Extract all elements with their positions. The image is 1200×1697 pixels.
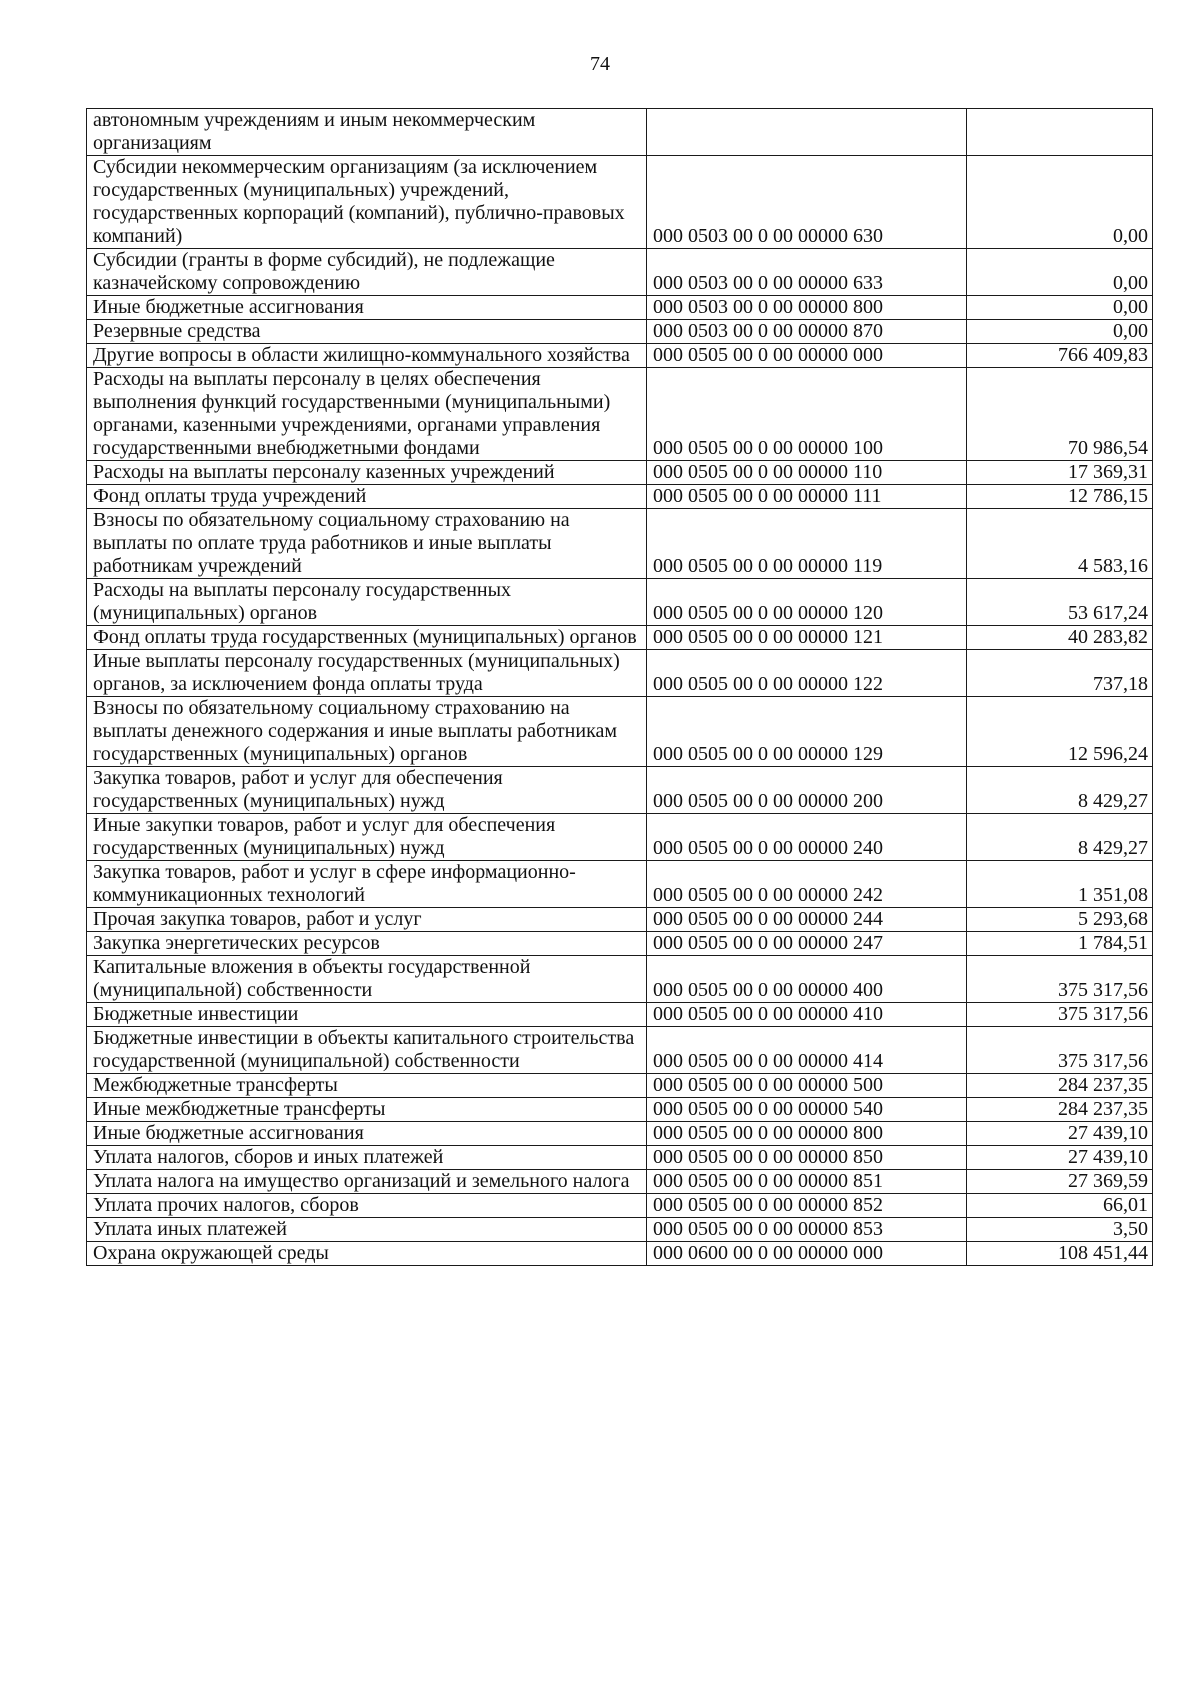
- table-row: [87, 1194, 1153, 1218]
- classification-code-cell: 000 0503 00 0 00 00000 800: [647, 296, 967, 320]
- classification-code-cell: 000 0503 00 0 00 00000 630: [647, 156, 967, 249]
- expense-name-cell: Фонд оплаты труда государственных (муниципальных) органов: [87, 626, 647, 650]
- amount-cell: 375 317,56: [967, 1003, 1153, 1027]
- expense-name-cell: Бюджетные инвестиции: [87, 1003, 647, 1027]
- amount-cell: 53 617,24: [967, 579, 1153, 626]
- classification-code-cell: 000 0505 00 0 00 00000 853: [647, 1218, 967, 1242]
- classification-code-cell: 000 0505 00 0 00 00000 129: [647, 697, 967, 767]
- classification-code-cell: 000 0505 00 0 00 00000 240: [647, 814, 967, 861]
- table-row: [87, 1122, 1153, 1146]
- table-row: [87, 579, 1153, 626]
- expense-name-cell: Иные закупки товаров, работ и услуг для обеспечения государственных (муниципальных) нужд: [87, 814, 647, 861]
- table-row: [87, 1074, 1153, 1098]
- table-row: [87, 1218, 1153, 1242]
- expense-name-cell: Уплата налога на имущество организаций и земельного налога: [87, 1170, 647, 1194]
- table-row: [87, 344, 1153, 368]
- classification-code-cell: 000 0505 00 0 00 00000 100: [647, 368, 967, 461]
- table-row: [87, 1003, 1153, 1027]
- expense-name-cell: Прочая закупка товаров, работ и услуг: [87, 908, 647, 932]
- expense-name-cell: Другие вопросы в области жилищно-коммунального хозяйства: [87, 344, 647, 368]
- classification-code-cell: 000 0505 00 0 00 00000 111: [647, 485, 967, 509]
- amount-cell: 0,00: [967, 156, 1153, 249]
- table-row: [87, 368, 1153, 461]
- amount-cell: 0,00: [967, 296, 1153, 320]
- classification-code-cell: 000 0505 00 0 00 00000 414: [647, 1027, 967, 1074]
- expense-name-cell: Субсидии (гранты в форме субсидий), не подлежащие казначейскому сопровождению: [87, 249, 647, 296]
- amount-cell: 284 237,35: [967, 1074, 1153, 1098]
- expense-name-cell: Межбюджетные трансферты: [87, 1074, 647, 1098]
- amount-cell: 70 986,54: [967, 368, 1153, 461]
- expense-name-cell: Расходы на выплаты персоналу в целях обеспечения выполнения функций государственными (муниципальными) органами, казенными учреждениями, органами управления государственными внебюджетными фондами: [87, 368, 647, 461]
- table-row: [87, 767, 1153, 814]
- amount-cell: 27 369,59: [967, 1170, 1153, 1194]
- expense-name-cell: Уплата прочих налогов, сборов: [87, 1194, 647, 1218]
- classification-code-cell: 000 0505 00 0 00 00000 122: [647, 650, 967, 697]
- expense-name-cell: Бюджетные инвестиции в объекты капитального строительства государственной (муниципальной) собственности: [87, 1027, 647, 1074]
- classification-code-cell: 000 0505 00 0 00 00000 110: [647, 461, 967, 485]
- amount-cell: 12 786,15: [967, 485, 1153, 509]
- table-row: [87, 296, 1153, 320]
- table-row: [87, 1146, 1153, 1170]
- classification-code-cell: 000 0505 00 0 00 00000 121: [647, 626, 967, 650]
- expense-name-cell: Фонд оплаты труда учреждений: [87, 485, 647, 509]
- expense-name-cell: Субсидии некоммерческим организациям (за исключением государственных (муниципальных) учреждений, государственных корпораций (компаний), публично-правовых компаний): [87, 156, 647, 249]
- classification-code-cell: 000 0505 00 0 00 00000 850: [647, 1146, 967, 1170]
- table-row: [87, 861, 1153, 908]
- amount-cell: 4 583,16: [967, 509, 1153, 579]
- table-row: [87, 626, 1153, 650]
- budget-table-body: [87, 109, 1153, 1266]
- amount-cell: [967, 109, 1153, 156]
- amount-cell: 766 409,83: [967, 344, 1153, 368]
- table-row: [87, 485, 1153, 509]
- table-row: [87, 814, 1153, 861]
- page-number: 74: [590, 53, 610, 75]
- table-row: [87, 109, 1153, 156]
- expense-name-cell: Закупка товаров, работ и услуг в сфере информационно-коммуникационных технологий: [87, 861, 647, 908]
- classification-code-cell: 000 0503 00 0 00 00000 633: [647, 249, 967, 296]
- expense-name-cell: Расходы на выплаты персоналу государственных (муниципальных) органов: [87, 579, 647, 626]
- table-row: [87, 908, 1153, 932]
- amount-cell: 737,18: [967, 650, 1153, 697]
- classification-code-cell: 000 0505 00 0 00 00000 400: [647, 956, 967, 1003]
- amount-cell: 17 369,31: [967, 461, 1153, 485]
- table-row: [87, 650, 1153, 697]
- expense-name-cell: Уплата иных платежей: [87, 1218, 647, 1242]
- table-row: [87, 509, 1153, 579]
- table-row: [87, 461, 1153, 485]
- table-row: [87, 320, 1153, 344]
- classification-code-cell: 000 0505 00 0 00 00000 540: [647, 1098, 967, 1122]
- table-row: [87, 932, 1153, 956]
- amount-cell: 0,00: [967, 249, 1153, 296]
- table-row: [87, 249, 1153, 296]
- classification-code-cell: 000 0505 00 0 00 00000 242: [647, 861, 967, 908]
- amount-cell: 5 293,68: [967, 908, 1153, 932]
- expense-name-cell: Резервные средства: [87, 320, 647, 344]
- amount-cell: 1 351,08: [967, 861, 1153, 908]
- amount-cell: 8 429,27: [967, 767, 1153, 814]
- classification-code-cell: 000 0600 00 0 00 00000 000: [647, 1242, 967, 1266]
- amount-cell: 375 317,56: [967, 956, 1153, 1003]
- amount-cell: 27 439,10: [967, 1146, 1153, 1170]
- amount-cell: 40 283,82: [967, 626, 1153, 650]
- classification-code-cell: 000 0505 00 0 00 00000 500: [647, 1074, 967, 1098]
- amount-cell: 1 784,51: [967, 932, 1153, 956]
- classification-code-cell: 000 0505 00 0 00 00000 200: [647, 767, 967, 814]
- table-row: [87, 156, 1153, 249]
- expense-name-cell: Расходы на выплаты персоналу казенных учреждений: [87, 461, 647, 485]
- expense-name-cell: Закупка энергетических ресурсов: [87, 932, 647, 956]
- amount-cell: 108 451,44: [967, 1242, 1153, 1266]
- amount-cell: 27 439,10: [967, 1122, 1153, 1146]
- budget-table: [86, 108, 1153, 1266]
- expense-name-cell: Капитальные вложения в объекты государственной (муниципальной) собственности: [87, 956, 647, 1003]
- classification-code-cell: [647, 109, 967, 156]
- amount-cell: 0,00: [967, 320, 1153, 344]
- amount-cell: 284 237,35: [967, 1098, 1153, 1122]
- classification-code-cell: 000 0505 00 0 00 00000 000: [647, 344, 967, 368]
- classification-code-cell: 000 0505 00 0 00 00000 852: [647, 1194, 967, 1218]
- classification-code-cell: 000 0505 00 0 00 00000 247: [647, 932, 967, 956]
- expense-name-cell: Закупка товаров, работ и услуг для обеспечения государственных (муниципальных) нужд: [87, 767, 647, 814]
- classification-code-cell: 000 0505 00 0 00 00000 410: [647, 1003, 967, 1027]
- amount-cell: 8 429,27: [967, 814, 1153, 861]
- classification-code-cell: 000 0503 00 0 00 00000 870: [647, 320, 967, 344]
- table-row: [87, 956, 1153, 1003]
- expense-name-cell: Уплата налогов, сборов и иных платежей: [87, 1146, 647, 1170]
- table-row: [87, 1242, 1153, 1266]
- expense-name-cell: Иные бюджетные ассигнования: [87, 296, 647, 320]
- expense-name-cell: Иные межбюджетные трансферты: [87, 1098, 647, 1122]
- expense-name-cell: Иные выплаты персоналу государственных (муниципальных) органов, за исключением фонда оплаты труда: [87, 650, 647, 697]
- expense-name-cell: Взносы по обязательному социальному страхованию на выплаты по оплате труда работников и иные выплаты работникам учреждений: [87, 509, 647, 579]
- classification-code-cell: 000 0505 00 0 00 00000 851: [647, 1170, 967, 1194]
- classification-code-cell: 000 0505 00 0 00 00000 800: [647, 1122, 967, 1146]
- classification-code-cell: 000 0505 00 0 00 00000 244: [647, 908, 967, 932]
- expense-name-cell: Охрана окружающей среды: [87, 1242, 647, 1266]
- expense-name-cell: Иные бюджетные ассигнования: [87, 1122, 647, 1146]
- expense-name-cell: автономным учреждениям и иным некоммерческим организациям: [87, 109, 647, 156]
- amount-cell: 66,01: [967, 1194, 1153, 1218]
- classification-code-cell: 000 0505 00 0 00 00000 119: [647, 509, 967, 579]
- classification-code-cell: 000 0505 00 0 00 00000 120: [647, 579, 967, 626]
- amount-cell: 12 596,24: [967, 697, 1153, 767]
- expense-name-cell: Взносы по обязательному социальному страхованию на выплаты денежного содержания и иные выплаты работникам государственных (муниципальных) органов: [87, 697, 647, 767]
- table-row: [87, 1170, 1153, 1194]
- table-row: [87, 1098, 1153, 1122]
- amount-cell: 3,50: [967, 1218, 1153, 1242]
- amount-cell: 375 317,56: [967, 1027, 1153, 1074]
- table-row: [87, 697, 1153, 767]
- table-row: [87, 1027, 1153, 1074]
